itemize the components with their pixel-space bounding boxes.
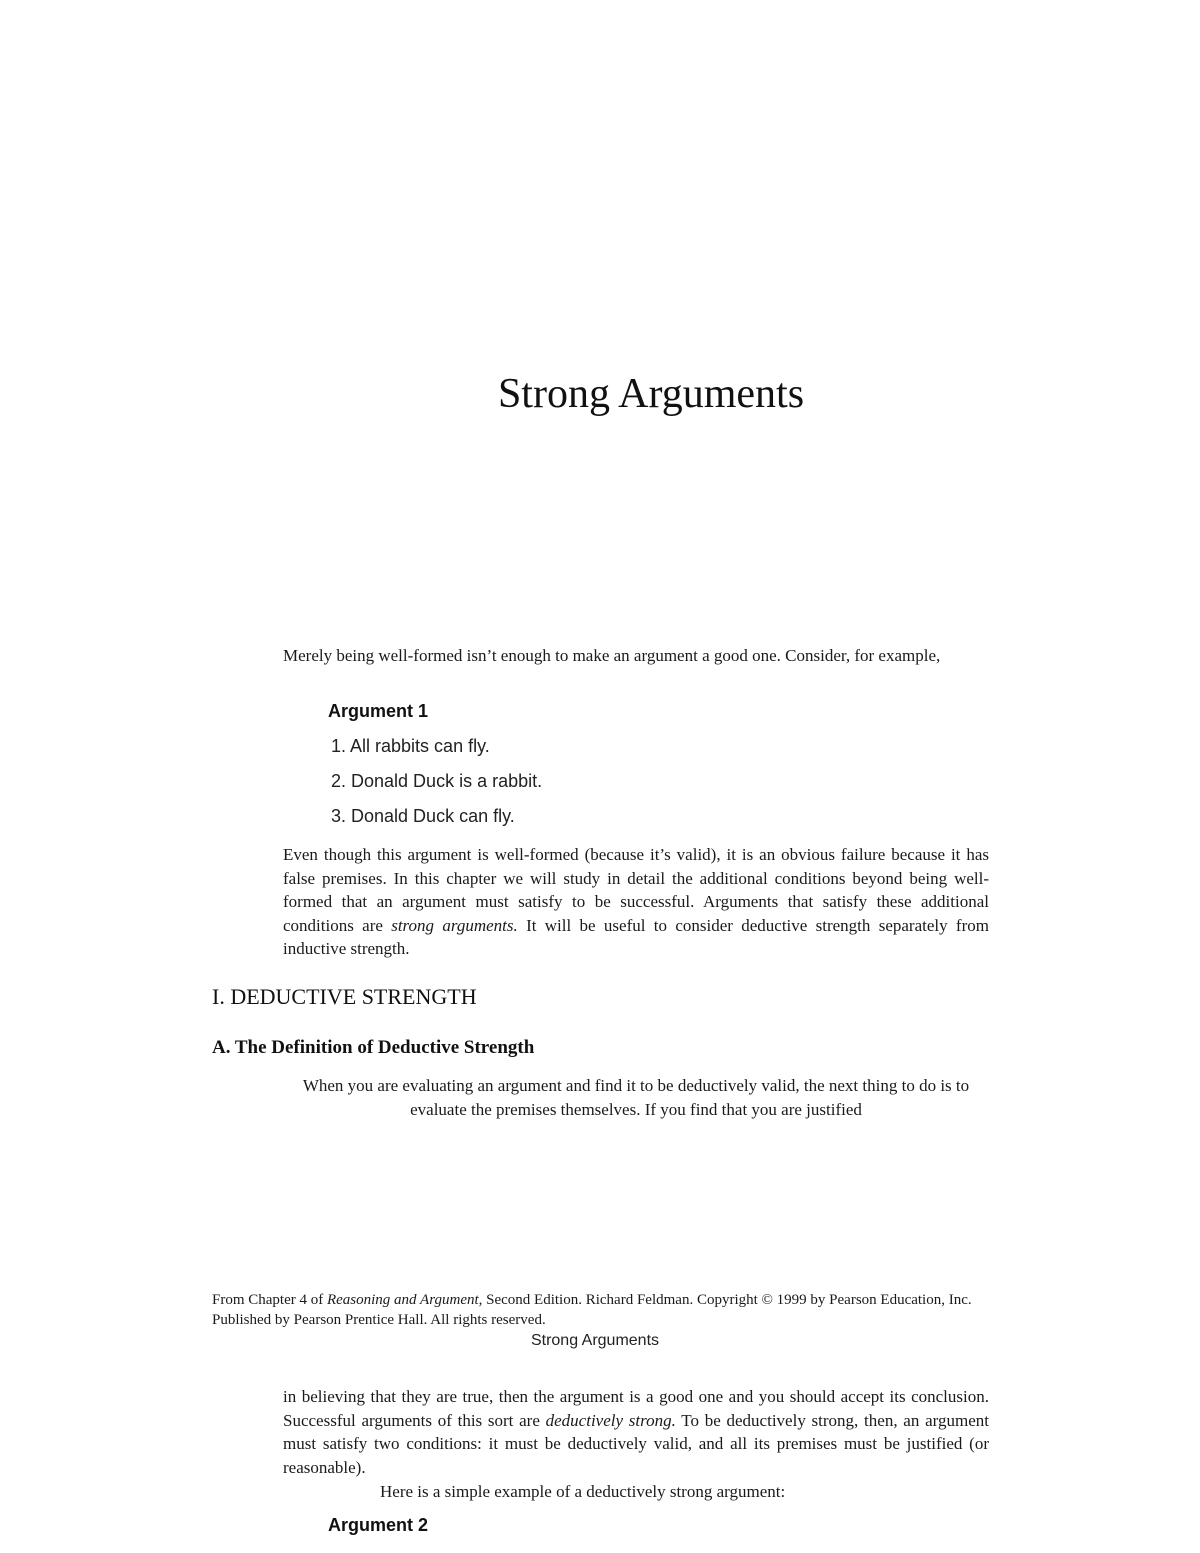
- subsection-heading: A. The Definition of Deductive Strength: [212, 1037, 535, 1058]
- strong-arguments-paragraph: [283, 843, 989, 961]
- emphasis-term: deductively strong.: [545, 1410, 676, 1430]
- footnote-text: Second Edition. Richard Feldman. Copyright © 1999 by Pearson Education, Inc. Published by Pearson Prentice Hall. All rights reserved.: [212, 1292, 972, 1328]
- emphasis-term: strong arguments.: [391, 915, 518, 935]
- page-title: Strong Arguments: [497, 371, 805, 417]
- section-heading: I. DEDUCTIVE STRENGTH: [212, 984, 477, 1009]
- paragraph-text: It will be useful to consider deductive strength separately from inductive strength.: [283, 915, 989, 958]
- argument-1-heading: Argument 1: [328, 701, 429, 721]
- argument-2-heading: Argument 2: [328, 1515, 429, 1535]
- argument-1-conclusion: 3. Donald Duck can fly.: [331, 806, 515, 826]
- definition-paragraph: When you are evaluating an argument and find it to be deductively valid, the next thing to do is to evaluate the premises themselves. If you find that you are justified: [302, 1076, 970, 1119]
- intro-paragraph: Merely being well-formed isn’t enough to make an argument a good one. Consider, for example,: [283, 646, 941, 665]
- argument-1-premise-2: 2. Donald Duck is a rabbit.: [331, 771, 543, 791]
- deductive-strength-paragraph: [283, 1385, 989, 1479]
- argument-1-premise-1: 1. All rabbits can fly.: [331, 736, 490, 756]
- book-title: Reasoning and Argument,: [326, 1292, 483, 1308]
- paragraph-text: To be deductively strong, then, an argument must satisfy two conditions: it must be deductively valid, and all its premises must be justified (or reasonable).: [283, 1410, 989, 1477]
- paragraph-text: in believing that they are true, then the argument is a good one and you should accept its conclusion. Successful arguments of this sort are: [283, 1387, 989, 1430]
- source-footnote: [212, 1290, 972, 1330]
- running-header: Strong Arguments: [530, 1332, 660, 1349]
- footnote-text: From Chapter 4 of: [212, 1292, 327, 1308]
- example-intro-paragraph: Here is a simple example of a deductively strong argument:: [380, 1482, 786, 1501]
- paragraph-text: Even though this argument is well-formed (because it’s valid), it is an obvious failure because it has false premises. In this chapter we will study in detail the additional conditions beyond being well-formed that an argument must satisfy to be successful. Arguments that satisfy these additional conditions are: [283, 845, 989, 935]
